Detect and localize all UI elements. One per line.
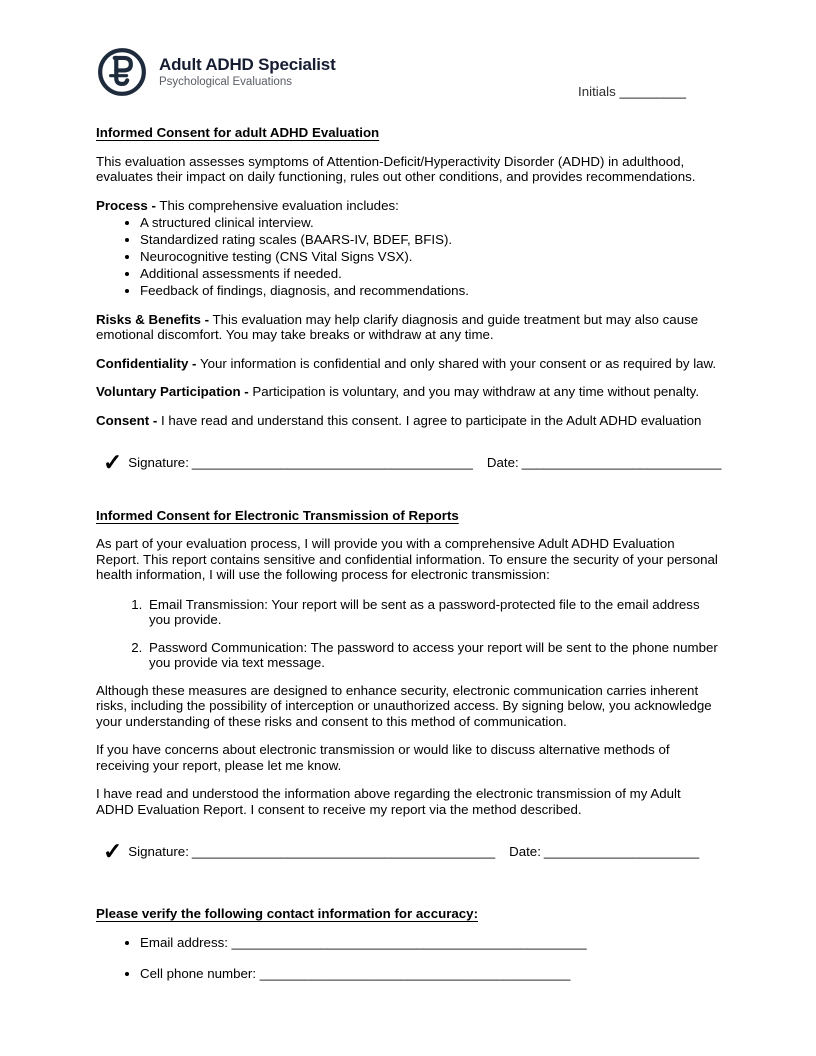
confidentiality-paragraph bbox=[96, 356, 720, 372]
signature-row-transmission: ✓ Signature: _________________________________________ Date: _____________________ bbox=[103, 838, 700, 864]
section2-intro-paragraph: As part of your evaluation process, I will provide you with a comprehensive Adult ADHD Evaluation Report. This report contains sensitive and confidential information. To ensure the security of your personal health information, I will use the following process for electronic transmission: bbox=[96, 536, 718, 582]
concerns-paragraph: If you have concerns about electronic transmission or would like to discuss alternative methods of receiving your report, please let me know. bbox=[96, 742, 670, 773]
list-item: 2. Password Communication: The password to access your report will be sent to the phone number you provide via text message. bbox=[146, 640, 720, 671]
section1-title: Informed Consent for adult ADHD Evaluation bbox=[96, 125, 380, 140]
voluntary-participation-paragraph bbox=[96, 384, 720, 400]
list-item: • A structured clinical interview. bbox=[140, 215, 720, 231]
cell-phone-label: Cell phone number: bbox=[140, 965, 257, 981]
brand-logo-icon bbox=[96, 46, 148, 98]
header bbox=[96, 45, 720, 99]
email-address-line[interactable]: ________________________________________________ bbox=[231, 935, 587, 950]
cell-phone-item bbox=[140, 966, 720, 982]
email-address-label: Email address: bbox=[140, 935, 228, 950]
initials-row bbox=[578, 84, 686, 100]
signature-label: Signature: bbox=[128, 844, 189, 859]
process-paragraph bbox=[96, 198, 720, 214]
consent-paragraph bbox=[96, 413, 720, 429]
signature-line[interactable]: _________________________________________ bbox=[191, 844, 496, 859]
date-label: Date: bbox=[509, 844, 541, 859]
signature-line[interactable]: ______________________________________ bbox=[191, 455, 473, 470]
list-item: 1. Email Transmission: Your report will be sent as a password-protected file to the email address you provide. bbox=[146, 597, 720, 628]
section3-title: Please verify the following contact information for accuracy: bbox=[96, 905, 479, 921]
cell-phone-line[interactable]: __________________________________________ bbox=[259, 965, 571, 981]
voluntary-participation-text: Participation is voluntary, and you may withdraw at any time without penalty. bbox=[252, 384, 700, 399]
risks-benefits-text: This evaluation may help clarify diagnosis and guide treatment but may also cause emotional discomfort. You may take breaks or withdraw at any time. bbox=[96, 311, 699, 342]
date-line[interactable]: ___________________________ bbox=[521, 455, 722, 470]
process-label: Process - bbox=[96, 197, 156, 213]
consent-label: Consent - bbox=[96, 412, 158, 428]
brand-name: Adult ADHD Specialist bbox=[159, 55, 336, 74]
date-label: Date: bbox=[486, 455, 519, 470]
process-bullet-list bbox=[96, 215, 720, 299]
contact-verification-list bbox=[96, 935, 720, 981]
initials-label: Initials bbox=[578, 83, 616, 99]
confidentiality-label: Confidentiality - bbox=[96, 355, 197, 371]
list-item: • Feedback of findings, diagnosis, and recommendations. bbox=[140, 283, 720, 299]
section2-title: Informed Consent for Electronic Transmission of Reports bbox=[96, 507, 459, 523]
process-text: This comprehensive evaluation includes: bbox=[159, 197, 399, 213]
initials-blank-line[interactable]: _________ bbox=[619, 83, 686, 99]
list-item: • Additional assessments if needed. bbox=[140, 266, 720, 282]
list-item: • Neurocognitive testing (CNS Vital Signs VSX). bbox=[140, 249, 720, 265]
section1-intro-paragraph: This evaluation assesses symptoms of Attention-Deficit/Hyperactivity Disorder (ADHD) in adulthood, evaluates their impact on daily functioning, rules out other conditions, and provides recommendations. bbox=[96, 153, 696, 184]
security-risks-paragraph: Although these measures are designed to enhance security, electronic communication carries inherent risks, including the possibility of interception or unauthorized access. By signing below, you acknowledge your understanding of these risks and consent to this method of communication. bbox=[96, 682, 712, 729]
transmission-numbered-list bbox=[96, 597, 720, 671]
signature-label: Signature: bbox=[128, 455, 189, 470]
list-item: • Standardized rating scales (BAARS-IV, BDEF, BFIS). bbox=[140, 232, 720, 248]
brand-text-block bbox=[159, 55, 336, 89]
signature-row-evaluation: ✓ Signature: ______________________________________ Date: ___________________________ bbox=[103, 449, 722, 475]
risks-benefits-paragraph bbox=[96, 312, 720, 343]
brand-tagline: Psychological Evaluations bbox=[159, 76, 292, 88]
email-address-item bbox=[140, 935, 720, 951]
date-line[interactable]: _____________________ bbox=[543, 844, 700, 859]
consent-text: I have read and understand this consent. I agree to participate in the Adult ADHD evaluation bbox=[161, 412, 702, 428]
voluntary-participation-label: Voluntary Participation - bbox=[96, 384, 249, 399]
risks-benefits-label: Risks & Benefits - bbox=[96, 311, 210, 327]
acknowledgement-paragraph: I have read and understood the information above regarding the electronic transmission of my Adult ADHD Evaluation Report. I consent to receive my report via the method described. bbox=[96, 786, 681, 817]
confidentiality-text: Your information is confidential and only shared with your consent or as required by law. bbox=[199, 355, 717, 371]
